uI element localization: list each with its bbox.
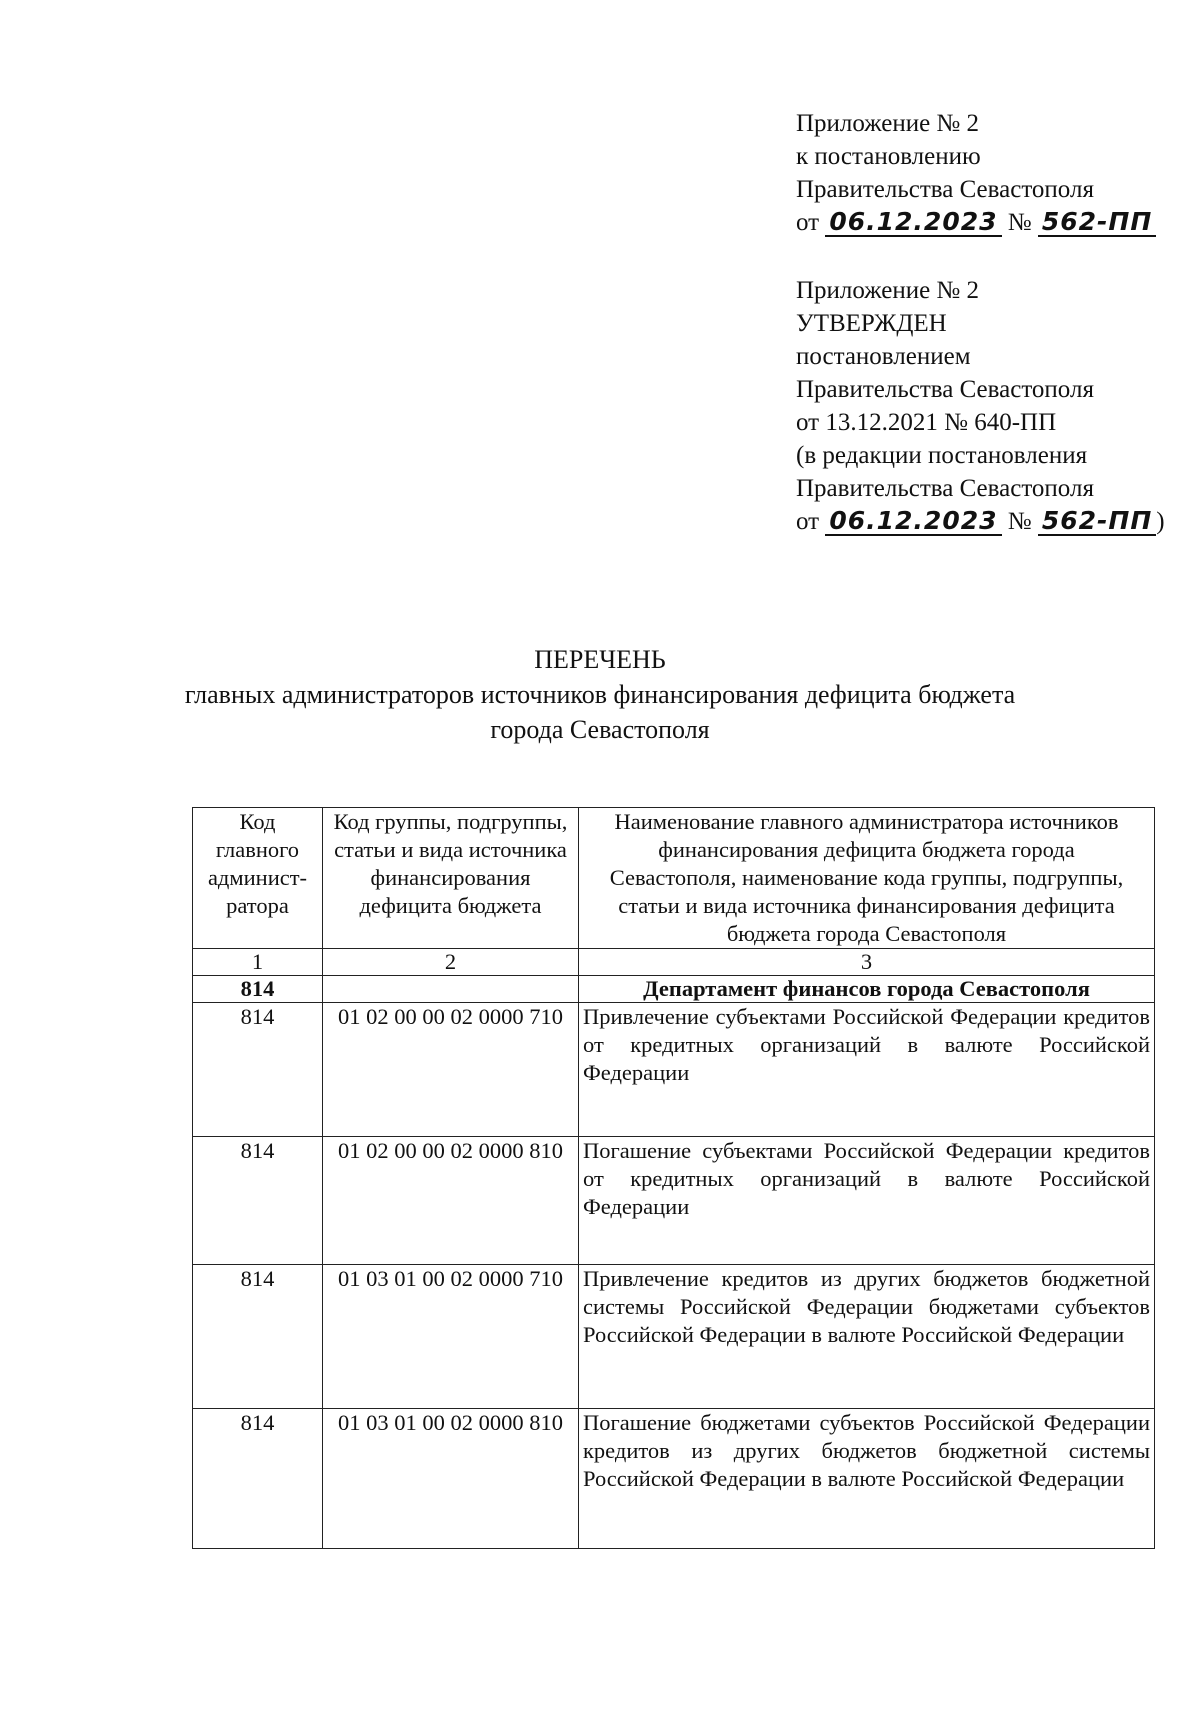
- department-row: [193, 976, 1155, 1003]
- table-row: [193, 1137, 1155, 1265]
- appendix-current-date-line: [796, 206, 1156, 239]
- source-name-cell: Привлечение субъектами Российской Федерации кредитов от кредитных организаций в валюте Российской Федерации: [579, 1003, 1155, 1137]
- title-line3: города Севастополя: [490, 715, 710, 744]
- closing-paren: ): [1156, 508, 1165, 535]
- document-title: [0, 642, 1200, 747]
- title-line2: главных администраторов источников финансирования дефицита бюджета: [184, 680, 1016, 709]
- source-code-cell: 01 02 00 00 02 0000 710: [323, 1003, 579, 1137]
- appendix-current-block: [796, 107, 1156, 239]
- column-number: 2: [323, 949, 579, 976]
- number-prefix: №: [1007, 209, 1032, 236]
- column-number: 3: [579, 949, 1155, 976]
- column-numbers-row: [193, 949, 1155, 976]
- header-group-code: Код группы, подгруппы, статьи и вида источника финансирования дефицита бюджета: [323, 808, 579, 949]
- title-line1: ПЕРЕЧЕНЬ: [534, 645, 666, 674]
- date-prefix: от: [796, 209, 820, 236]
- appendix-original-line5: от 13.12.2021 № 640-ПП: [796, 409, 1057, 436]
- header-admin-code: Код главного админист-ратора: [193, 808, 323, 949]
- appendix-original-line3: постановлением: [796, 343, 971, 370]
- source-code-cell: 01 03 01 00 02 0000 810: [323, 1409, 579, 1549]
- appendix-current-line2: к постановлению: [796, 143, 981, 170]
- department-name: Департамент финансов города Севастополя: [579, 976, 1155, 1003]
- source-name-cell: Привлечение кредитов из других бюджетов бюджетной системы Российской Федерации бюджетами субъектов Российской Федерации в валюте Российской Федерации: [579, 1265, 1155, 1409]
- empty-cell: [323, 976, 579, 1003]
- appendix-original-line6: (в редакции постановления: [796, 442, 1088, 469]
- header-name: Наименование главного администратора источников финансирования дефицита бюджета города Севастополя, наименование кода группы, подгруппы, статьи и вида источника финансирования дефицита бюджета города Севастополя: [579, 808, 1155, 949]
- handwritten-date: 06.12.2023: [825, 209, 1001, 237]
- column-number: 1: [193, 949, 323, 976]
- date-prefix: от: [796, 508, 820, 535]
- admin-code-cell: 814: [193, 1137, 323, 1265]
- admin-code-cell: 814: [193, 1409, 323, 1549]
- handwritten-number: 562-ПП: [1038, 508, 1156, 536]
- department-code: 814: [193, 976, 323, 1003]
- appendix-original-line4: Правительства Севастополя: [796, 376, 1094, 403]
- source-name-cell: Погашение бюджетами субъектов Российской Федерации кредитов из других бюджетов бюджетной системы Российской Федерации в валюте Российской Федерации: [579, 1409, 1155, 1549]
- admin-code-cell: 814: [193, 1265, 323, 1409]
- handwritten-date: 06.12.2023: [825, 508, 1001, 536]
- admin-code-cell: 814: [193, 1003, 323, 1137]
- table-row: [193, 1265, 1155, 1409]
- appendix-original-block: [796, 274, 1165, 538]
- appendix-original-line1: Приложение № 2: [796, 277, 980, 304]
- appendix-current-line3: Правительства Севастополя: [796, 176, 1094, 203]
- number-prefix: №: [1007, 508, 1032, 535]
- appendix-original-line7: Правительства Севастополя: [796, 475, 1094, 502]
- source-code-cell: 01 02 00 00 02 0000 810: [323, 1137, 579, 1265]
- appendix-original-date-line: [796, 505, 1165, 538]
- source-name-cell: Погашение субъектами Российской Федерации кредитов от кредитных организаций в валюте Российской Федерации: [579, 1137, 1155, 1265]
- table-header-row: [193, 808, 1155, 949]
- appendix-original-line2: УТВЕРЖДЕН: [796, 310, 947, 337]
- handwritten-number: 562-ПП: [1038, 209, 1156, 237]
- source-code-cell: 01 03 01 00 02 0000 710: [323, 1265, 579, 1409]
- table-row: [193, 1003, 1155, 1137]
- administrators-table: [192, 807, 1155, 1549]
- appendix-current-line1: Приложение № 2: [796, 110, 980, 137]
- table-row: [193, 1409, 1155, 1549]
